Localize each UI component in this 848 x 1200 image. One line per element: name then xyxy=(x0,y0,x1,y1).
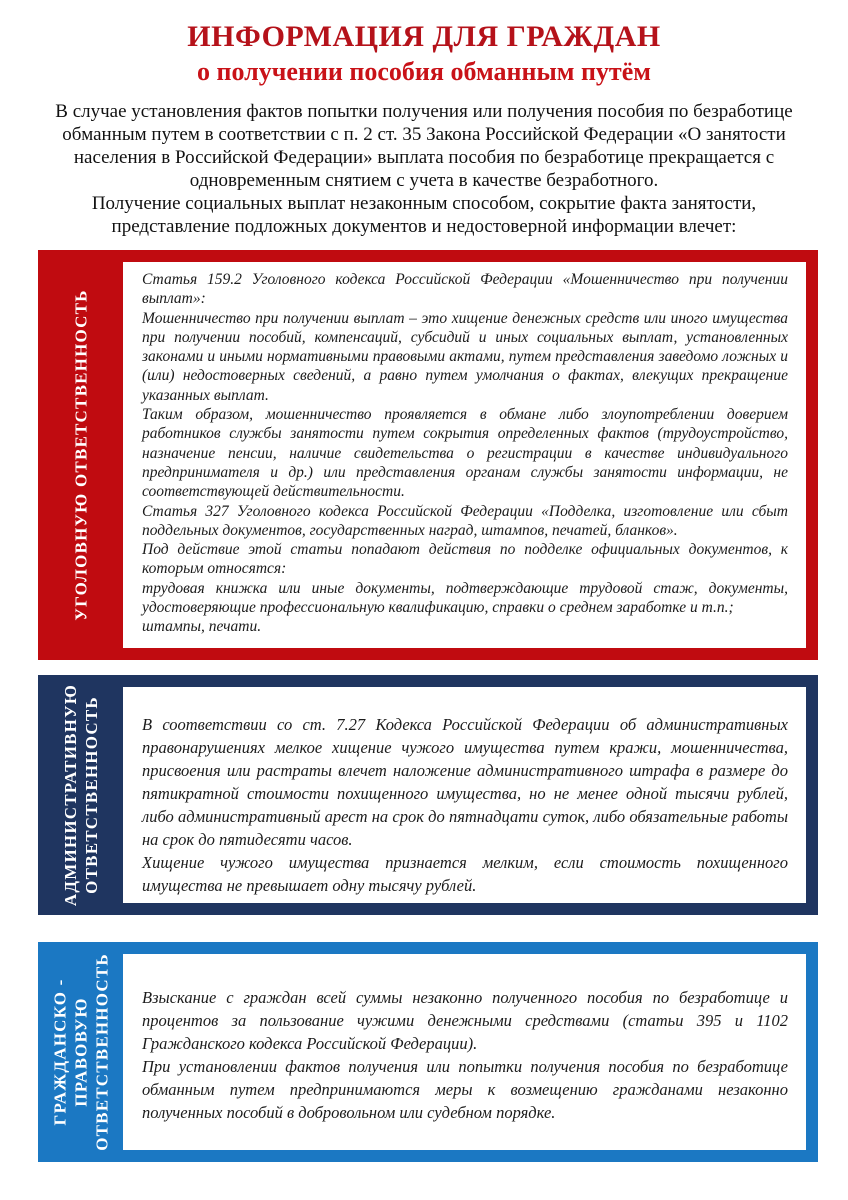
page-subtitle: о получении пособия обманным путём xyxy=(197,57,651,86)
section-administrative-liability xyxy=(38,675,818,915)
civil-label-line-2: ПРАВОВУЮ xyxy=(71,997,90,1107)
administrative-label-band xyxy=(38,675,123,915)
criminal-label-band xyxy=(38,250,123,660)
administrative-liability-vertical-label xyxy=(60,684,102,906)
administrative-label-line-1: АДМИНИСТРАТИВНУЮ xyxy=(60,683,80,907)
criminal-paragraph-2: Мошенничество при получении выплат – это хищение денежных средств или иного имущества при получении пособий, компенсаций, субсидий и иных социальных выплат, установленных законами и иными нормативными правовыми актами, путем представления заведомо ложных и (или) недостоверных сведений, а равно путем умолчания о фактах, влекущих прекращение указанных выплат. xyxy=(142,309,788,404)
intro-paragraph-2: Получение социальных выплат незаконным способом, сокрытие факта занятости, представление подложных документов и недостоверной информации влечет: xyxy=(91,193,757,237)
administrative-paragraph-2: Хищение чужого имущества признается мелким, если стоимость похищенного имущества не превышает одну тысячу рублей. xyxy=(142,853,788,895)
criminal-paragraph-6: трудовая книжка или иные документы, подтверждающие трудовой стаж, документы, удостоверяющие профессиональную квалификацию, справки о среднем заработке и т.п.; xyxy=(142,579,788,617)
civil-label-line-1: ГРАЖДАНСКО - xyxy=(50,978,69,1126)
administrative-content-box xyxy=(123,687,806,903)
civil-content-box xyxy=(123,954,806,1150)
civil-label-line-3: ОТВЕТСТВЕННОСТЬ xyxy=(92,953,111,1151)
page-title: ИНФОРМАЦИЯ ДЛЯ ГРАЖДАН xyxy=(187,20,661,53)
administrative-label-line-2: ОТВЕТСТВЕННОСТЬ xyxy=(81,696,101,894)
criminal-label-line: УГОЛОВНУЮ ОТВЕТСТВЕННОСТЬ xyxy=(71,289,90,621)
criminal-paragraph-1: Статья 159.2 Уголовного кодекса Российской Федерации «Мошенничество при получении выплат»: xyxy=(142,271,788,308)
civil-label-band xyxy=(38,942,123,1162)
civil-liability-vertical-label xyxy=(49,953,112,1151)
administrative-paragraph-1: В соответствии со ст. 7.27 Кодекса Российской Федерации об административных правонарушениях мелкое хищение чужого имущества путем кражи, мошенничества, присвоения или растраты влечет наложение административного штрафа в размере до пятикратной стоимости похищенного имущества, но не менее одной тысячи рублей, либо административный арест на срок до пятнадцати суток, либо обязательные работы на срок до пятидесяти часов. xyxy=(142,715,788,849)
civil-paragraph-1: Взыскание с граждан всей суммы незаконно полученного пособия по безработице и процентов за пользование чужими денежными средствами (статьи 395 и 1102 Гражданского кодекса Российской Федерации). xyxy=(142,988,788,1053)
section-civil-liability xyxy=(38,942,818,1162)
civil-paragraph-2: При установлении фактов получения или попытки получения пособия по безработице обманным путем предпринимаются меры к возмещению гражданами незаконно полученных пособий в добровольном или судебном порядке. xyxy=(142,1057,788,1122)
criminal-paragraph-4: Статья 327 Уголовного кодекса Российской Федерации «Подделка, изготовление или сбыт поддельных документов, государственных наград, штампов, печатей, бланков». xyxy=(142,502,788,539)
criminal-paragraph-3: Таким образом, мошенничество проявляется в обмане либо злоупотреблении доверием работников службы занятости путем сокрытия определенных фактов (трудоустройство, назначение пенсии, наличие свидетельства о регистрации в качестве индивидуального предпринимателя и др.) или представления органам службы занятости информации, не соответствующей действительности. xyxy=(142,406,788,501)
criminal-paragraph-7: штампы, печати. xyxy=(142,618,262,636)
intro-block xyxy=(46,100,802,238)
section-criminal-liability xyxy=(38,250,818,660)
criminal-content-box xyxy=(123,262,806,648)
intro-paragraph-1: В случае установления фактов попытки получения или получения пособия по безработице обманным путем в соответствии с п. 2 ст. 35 Закона Российской Федерации «О занятости населения в Российской Федерации» выплата пособия по безработице прекращается с одновременным снятием с учета в качестве безработного. xyxy=(55,101,793,191)
criminal-paragraph-5: Под действие этой статьи попадают действия по подделке официальных документов, к которым относятся: xyxy=(142,541,788,578)
criminal-liability-vertical-label xyxy=(70,289,91,620)
